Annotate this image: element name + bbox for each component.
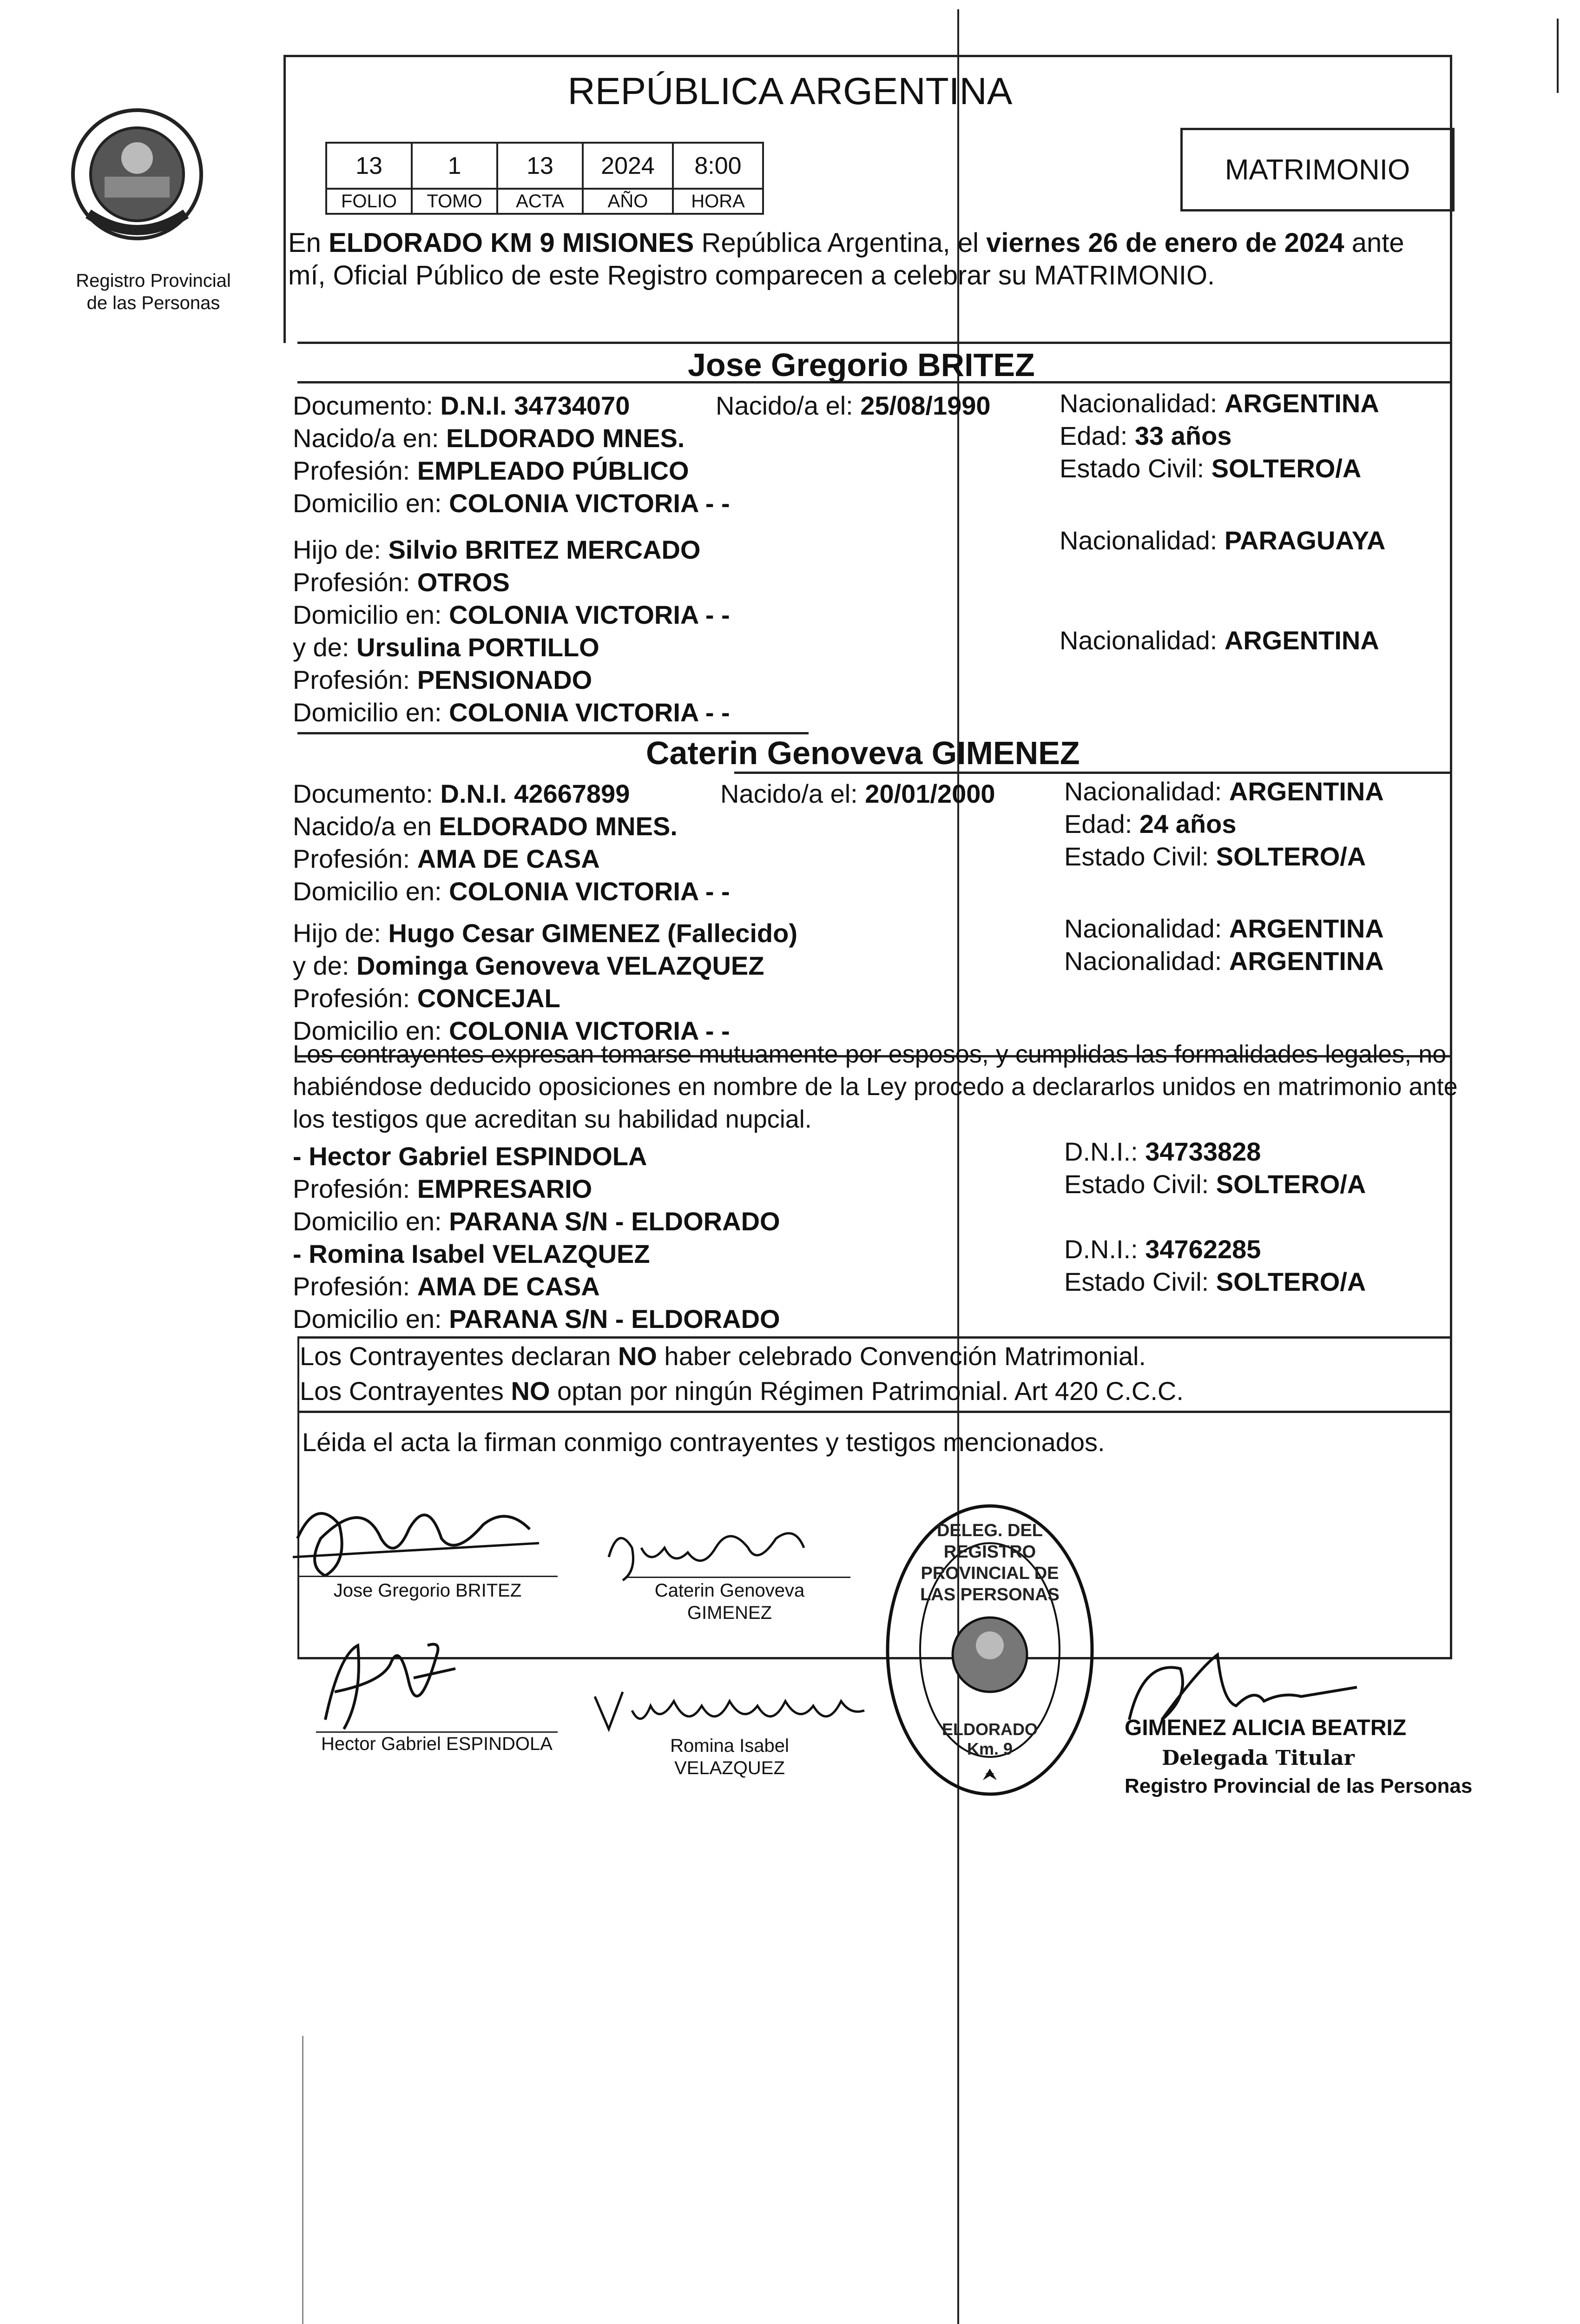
groom-born-in: ELDORADO MNES. [446, 423, 685, 453]
regime-line-1 [300, 1341, 1146, 1372]
bride-civil-label: Estado Civil: [1064, 842, 1209, 871]
groom-mother-row [293, 632, 599, 663]
groom-address: COLONIA VICTORIA - - [449, 489, 730, 518]
witness2-dni-label: D.N.I.: [1064, 1235, 1138, 1264]
record-type-box: MATRIMONIO [1180, 128, 1455, 211]
page-title: REPÚBLICA ARGENTINA [567, 70, 1013, 112]
groom-father-label: Hijo de: [293, 535, 381, 564]
bride-address-row [293, 876, 730, 907]
witness2-civil-row [1064, 1267, 1366, 1297]
groom-profession: EMPLEADO PÚBLICO [417, 456, 689, 485]
regime-l1a: Los Contrayentes declaran [300, 1341, 618, 1371]
bride-profession: AMA DE CASA [417, 844, 600, 873]
bride-nat-row [1064, 776, 1384, 807]
frame-top [283, 55, 1452, 57]
bride-father-row [293, 918, 797, 949]
intro-place: ELDORADO KM 9 MISIONES [329, 228, 694, 258]
bride-age: 24 años [1139, 809, 1237, 838]
groom-doc-row [293, 390, 630, 421]
groom-mother: Ursulina PORTILLO [356, 633, 599, 662]
regime-l2b: NO [511, 1376, 550, 1406]
bride-age-row [1064, 809, 1236, 839]
groom-mother-addr: COLONIA VICTORIA - - [449, 698, 730, 727]
witness2-addr: PARANA S/N - ELDORADO [449, 1304, 780, 1334]
bride-father-nat-label: Nacionalidad: [1064, 914, 1222, 943]
groom-mother-nat-label: Nacionalidad: [1060, 626, 1218, 655]
groom-address-label: Domicilio en: [293, 489, 442, 518]
regime-l1c: haber celebrado Convención Matrimonial. [657, 1341, 1146, 1371]
groom-mother-addr-row [293, 697, 730, 728]
witness1-prof-label: Profesión: [293, 1174, 410, 1203]
tomo-value: 1 [412, 143, 497, 189]
groom-father-addr-label: Domicilio en: [293, 600, 442, 629]
seal-text: DELEG. DEL REGISTRO PROVINCIAL DE LAS PERSONAS [920, 1521, 1060, 1604]
witness1-addr-label: Domicilio en: [293, 1207, 442, 1236]
groom-father-row [293, 535, 700, 565]
groom-signature [288, 1469, 548, 1592]
bride-address-label: Domicilio en: [293, 877, 442, 906]
bride-nat-label: Nacionalidad: [1064, 777, 1222, 806]
bride-sign-line [627, 1577, 850, 1578]
groom-profession-row [293, 456, 689, 486]
groom-nat: ARGENTINA [1224, 389, 1379, 418]
groom-age-row [1060, 421, 1231, 451]
groom-civil-row [1060, 453, 1361, 484]
bride-civil-row [1064, 841, 1366, 872]
bride-mother-prof: CONCEJAL [417, 984, 560, 1013]
groom-age: 33 años [1134, 421, 1232, 450]
witness2-prof-label: Profesión: [293, 1272, 410, 1301]
official-seal [883, 1501, 1097, 1801]
bride-doc: D.N.I. 42667899 [440, 779, 630, 808]
groom-mother-label: y de: [293, 633, 349, 662]
groom-father-prof: OTROS [417, 568, 510, 597]
groom-age-label: Edad: [1060, 421, 1128, 450]
witness1-sign-caption: Hector Gabriel ESPINDOLA [321, 1734, 553, 1754]
scan-margin-line [302, 2036, 303, 2324]
bride-mother-prof-row [293, 983, 560, 1014]
bride-address: COLONIA VICTORIA - - [449, 877, 730, 906]
official-name: GIMENEZ ALICIA BEATRIZ [1125, 1716, 1407, 1740]
witness1-prof: EMPRESARIO [417, 1174, 592, 1203]
acta-value: 13 [497, 143, 583, 189]
groom-mother-addr-label: Domicilio en: [293, 698, 442, 727]
groom-born-on-row [716, 390, 991, 421]
bride-doc-label: Documento: [293, 779, 433, 808]
groom-nat-row [1060, 388, 1379, 419]
office-label [56, 270, 251, 314]
frame-rule-4 [734, 772, 1452, 774]
witness1-prof-row [293, 1174, 592, 1204]
groom-father-nat-label: Nacionalidad: [1060, 526, 1218, 555]
witness2-dni: 34762285 [1145, 1235, 1261, 1264]
year-value: 2024 [583, 143, 673, 189]
regime-l2c: optan por ningún Régimen Patrimonial. Art 420 C.C.C. [550, 1376, 1184, 1406]
bride-born-in-row [293, 811, 678, 842]
bride-born-on: 20/01/2000 [865, 779, 995, 808]
intro-p3: ante [1344, 228, 1404, 258]
bride-mother-nat-label: Nacionalidad: [1064, 946, 1222, 976]
groom-father: Silvio BRITEZ MERCADO [388, 535, 701, 564]
groom-father-addr-row [293, 600, 730, 630]
witness1-signature [307, 1627, 460, 1741]
witness1-name: - Hector Gabriel ESPINDOLA [293, 1142, 647, 1171]
bride-caption-line1: Caterin Genoveva [654, 1580, 805, 1601]
witness2-civil-label: Estado Civil: [1064, 1267, 1209, 1296]
groom-father-nat: PARAGUAYA [1224, 526, 1386, 555]
witness2-name-text: Romina Isabel VELAZQUEZ [309, 1239, 650, 1268]
bride-born-on-label: Nacido/a el: [720, 779, 858, 808]
witness2-addr-label: Domicilio en: [293, 1304, 442, 1334]
witness2-prof: AMA DE CASA [417, 1272, 600, 1301]
groom-doc: D.N.I. 34734070 [440, 391, 630, 420]
bride-father-nat-row [1064, 913, 1384, 944]
bride-father-nat: ARGENTINA [1229, 914, 1384, 943]
witness1-addr: PARANA S/N - ELDORADO [449, 1207, 780, 1236]
groom-doc-label: Documento: [293, 391, 433, 420]
witness1-name-text: Hector Gabriel ESPINDOLA [309, 1142, 647, 1171]
province-coat-of-arms-logo [70, 107, 204, 242]
witness1-civil-label: Estado Civil: [1064, 1169, 1209, 1199]
declaration-line-3: los testigos que acreditan su habilidad nupcial. [293, 1105, 812, 1133]
intro-date: viernes 26 de enero de 2024 [986, 228, 1344, 258]
bride-father: Hugo Cesar GIMENEZ (Fallecido) [388, 918, 797, 948]
bride-born-in: ELDORADO MNES. [439, 812, 678, 841]
groom-born-on: 25/08/1990 [860, 391, 991, 420]
groom-father-prof-label: Profesión: [293, 568, 410, 597]
regime-line-2 [300, 1376, 1184, 1406]
witness1-civil: SOLTERO/A [1216, 1169, 1366, 1199]
frame-right [1450, 55, 1452, 1658]
witness2-caption-line1: Romina Isabel [670, 1736, 789, 1756]
witness2-sign-caption [613, 1735, 846, 1779]
bride-doc-row [293, 779, 630, 809]
groom-civil: SOLTERO/A [1211, 454, 1362, 483]
groom-mother-prof-label: Profesión: [293, 665, 410, 694]
tomo-label: TOMO [412, 189, 497, 214]
bride-mother-prof-label: Profesión: [293, 984, 410, 1013]
frame-rule-1 [297, 342, 1452, 344]
folio-value: 13 [326, 143, 412, 189]
witness2-civil: SOLTERO/A [1216, 1267, 1366, 1296]
closing-text: Léida el acta la firman conmigo contrayentes y testigos mencionados. [302, 1427, 1105, 1457]
groom-name: Jose Gregorio BRITEZ [688, 347, 1035, 383]
groom-mother-nat: ARGENTINA [1224, 626, 1379, 655]
groom-sign-line [297, 1576, 558, 1577]
groom-born-in-row [293, 423, 685, 454]
bride-mother-nat: ARGENTINA [1229, 946, 1384, 976]
declaration-line-1: Los contrayentes expresan tomarse mutuamente por esposos, y cumplidas las formalidades legales, no [293, 1040, 1447, 1068]
witness1-civil-row [1064, 1169, 1366, 1200]
groom-sign-caption: Jose Gregorio BRITEZ [333, 1580, 522, 1601]
witness1-dni-label: D.N.I.: [1064, 1137, 1138, 1166]
bride-age-label: Edad: [1064, 809, 1132, 838]
bride-civil: SOLTERO/A [1216, 842, 1366, 871]
groom-father-prof-row [293, 567, 510, 598]
witness2-addr-row [293, 1304, 780, 1334]
bride-name: Caterin Genoveva GIMENEZ [646, 735, 1080, 771]
regime-l2a: Los Contrayentes [300, 1376, 511, 1406]
groom-address-row [293, 488, 730, 519]
seal-inner-text: ELDORADO Km. 9 [942, 1720, 1038, 1758]
bride-mother-nat-row [1064, 946, 1384, 977]
witness1-addr-row [293, 1206, 780, 1237]
witness2-name: - Romina Isabel VELAZQUEZ [293, 1239, 650, 1268]
official-role: Delegada Titular [1162, 1746, 1355, 1770]
office-label-line2: de las Personas [86, 293, 220, 313]
bride-profession-label: Profesión: [293, 844, 410, 873]
groom-father-addr: COLONIA VICTORIA - - [449, 600, 730, 629]
groom-nat-label: Nacionalidad: [1060, 389, 1218, 418]
groom-born-on-label: Nacido/a el: [716, 391, 853, 420]
frame-rule-6 [297, 1336, 1452, 1339]
regime-l1b: NO [618, 1341, 657, 1371]
bride-sign-caption [618, 1579, 841, 1624]
groom-civil-label: Estado Civil: [1060, 454, 1205, 483]
witness2-prof-row [293, 1271, 600, 1302]
acta-label: ACTA [497, 189, 583, 214]
bride-father-label: Hijo de: [293, 918, 381, 948]
bride-mother-addr: COLONIA VICTORIA - - [449, 1016, 730, 1045]
witness1-dni-row [1064, 1136, 1261, 1167]
bride-caption-line2: GIMENEZ [687, 1603, 772, 1623]
bride-profession-row [293, 844, 600, 874]
witness1-dni: 34733828 [1145, 1137, 1261, 1166]
hour-value: 8:00 [673, 143, 763, 189]
groom-profession-label: Profesión: [293, 456, 410, 485]
bride-nat: ARGENTINA [1229, 777, 1384, 806]
bride-born-in-label: Nacido/a en [293, 812, 432, 841]
office-label-line1: Registro Provincial [76, 271, 231, 291]
witness2-dni-row [1064, 1234, 1261, 1265]
frame-rule-7 [297, 1411, 1452, 1413]
bride-mother-row [293, 951, 764, 981]
hour-label: HORA [673, 189, 763, 214]
intro-line-2: mí, Oficial Público de este Registro comparecen a celebrar su MATRIMONIO. [288, 260, 1215, 290]
bride-mother-label: y de: [293, 951, 349, 980]
intro-line-1 [288, 228, 1404, 258]
declaration-line-2: habiéndose deducido oposiciones en nombre de la Ley procedo a declararlos unidos en matrimonio ante [293, 1073, 1458, 1101]
year-label: AÑO [583, 189, 673, 214]
bride-born-on-row [720, 779, 995, 809]
official-office: Registro Provincial de las Personas [1125, 1775, 1473, 1797]
record-ref-table [325, 142, 764, 215]
folio-label: FOLIO [326, 189, 412, 214]
groom-mother-prof-row [293, 665, 592, 695]
witness2-caption-line2: VELAZQUEZ [674, 1758, 785, 1778]
intro-p1: En [288, 228, 329, 258]
intro-p2: República Argentina, el [694, 228, 987, 258]
groom-born-in-label: Nacido/a en: [293, 423, 439, 453]
witness2-signature [590, 1683, 869, 1741]
groom-mother-nat-row [1060, 625, 1379, 656]
bride-mother-addr-label: Domicilio en: [293, 1016, 442, 1045]
groom-mother-prof: PENSIONADO [417, 665, 592, 694]
bride-mother: Dominga Genoveva VELAZQUEZ [356, 951, 764, 980]
groom-father-nat-row [1060, 525, 1385, 556]
